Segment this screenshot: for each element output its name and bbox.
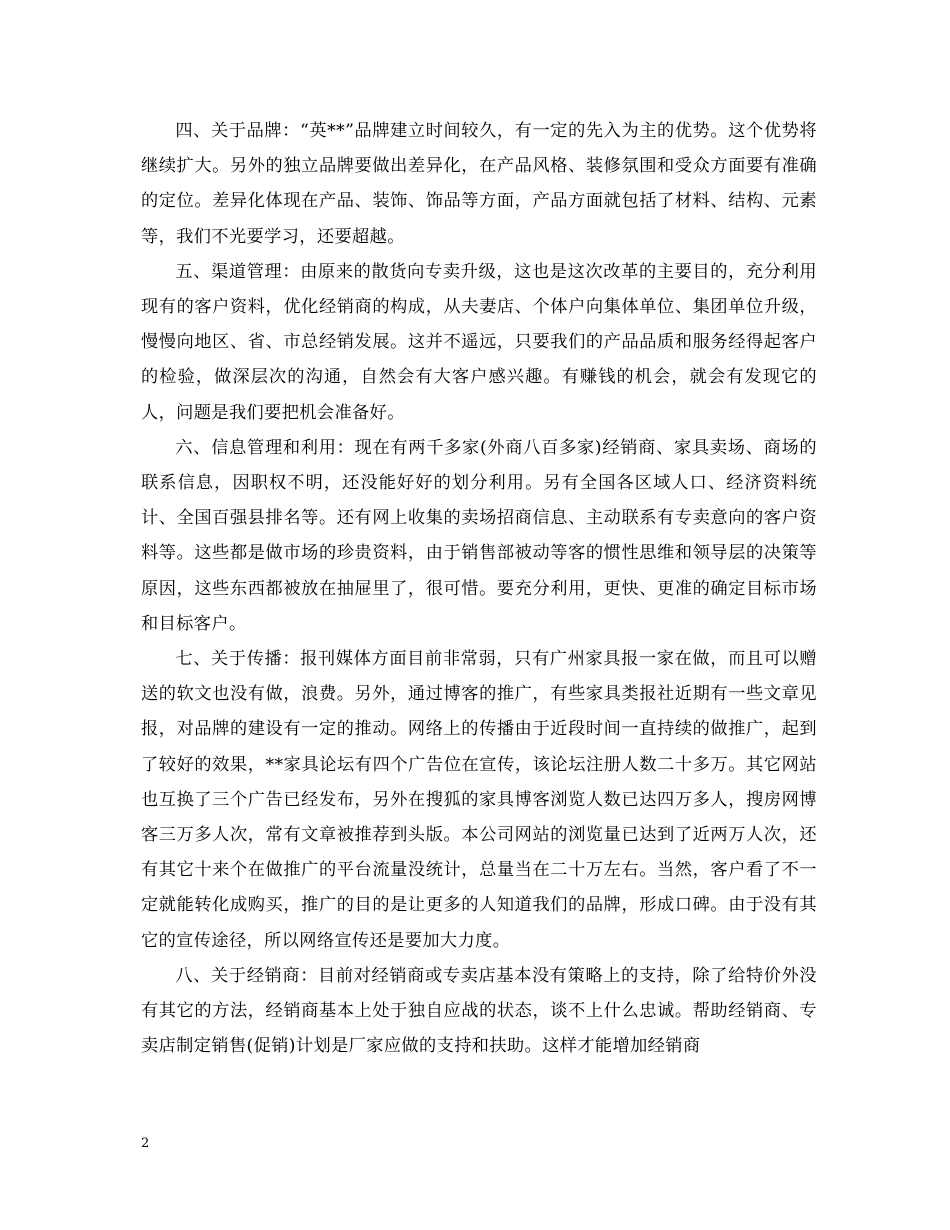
paragraph-communication: 七、关于传播：报刊媒体方面目前非常弱，只有广州家具报一家在做，而且可以赠送的软文也没有做，浪费。另外，通过博客的推广，有些家具类报社近期有一些文章见报，对品牌的建设有一定的推动。网络上的传播由于近段时间一直持续的做推广，起到了较好的效果，**家具论坛有四个广告位在宣传，该论坛注册人数二十多万。其它网站也互换了三个广告已经发布，另外在搜狐的家具博客浏览人数已达四万多人，搜房网博客三万多人次，常有文章被推荐到头版。本公司网站的浏览量已达到了近两万人次，还有其它十来个在做推广的平台流量没统计，总量当在二十万左右。当然，客户看了不一定就能转化成购买，推广的目的是让更多的人知道我们的品牌，形成口碑。由于没有其它的宣传途径，所以网络宣传还是要加大力度。 <box>141 649 817 951</box>
paragraph-brand: 四、关于品牌：“英**”品牌建立时间较久，有一定的先入为主的优势。这个优势将继续扩大。另外的独立品牌要做出差异化，在产品风格、装修氛围和受众方面要有准确的定位。差异化体现在产品、装饰、饰品等方面，产品方面就包括了材料、结构、元素等，我们不光要学习，还要超越。 <box>141 121 817 247</box>
paragraph-channel-management: 五、渠道管理：由原来的散货向专卖升级，这也是这次改革的主要目的，充分利用现有的客户资料，优化经销商的构成，从夫妻店、个体户向集体单位、集团单位升级，慢慢向地区、省、市总经销发展。这并不遥远，只要我们的产品品质和服务经得起客户的检验，做深层次的沟通，自然会有大客户感兴趣。有赚钱的机会，就会有发现它的人，问题是我们要把机会准备好。 <box>141 261 817 423</box>
page-number: 2 <box>141 1136 150 1151</box>
paragraph-information-management: 六、信息管理和利用：现在有两千多家(外商八百多家)经销商、家具卖场、商场的联系信息，因职权不明，还没能好好的划分利用。另有全国各区域人口、经济资料统计、全国百强县排名等。还有网上收集的卖场招商信息、主动联系有专卖意向的客户资料等。这些都是做市场的珍贵资料，由于销售部被动等客的惯性思维和领导层的决策等原因，这些东西都被放在抽屉里了，很可惜。要充分利用，更快、更准的确定目标市场和目标客户。 <box>141 437 817 634</box>
document-body <box>141 114 817 1064</box>
paragraph-distributors: 八、关于经销商：目前对经销商或专卖店基本没有策略上的支持，除了给特价外没有其它的方法，经销商基本上处于独自应战的状态，谈不上什么忠诚。帮助经销商、专卖店制定销售(促销)计划是厂家应做的支持和扶助。这样才能增加经销商 <box>141 965 817 1057</box>
